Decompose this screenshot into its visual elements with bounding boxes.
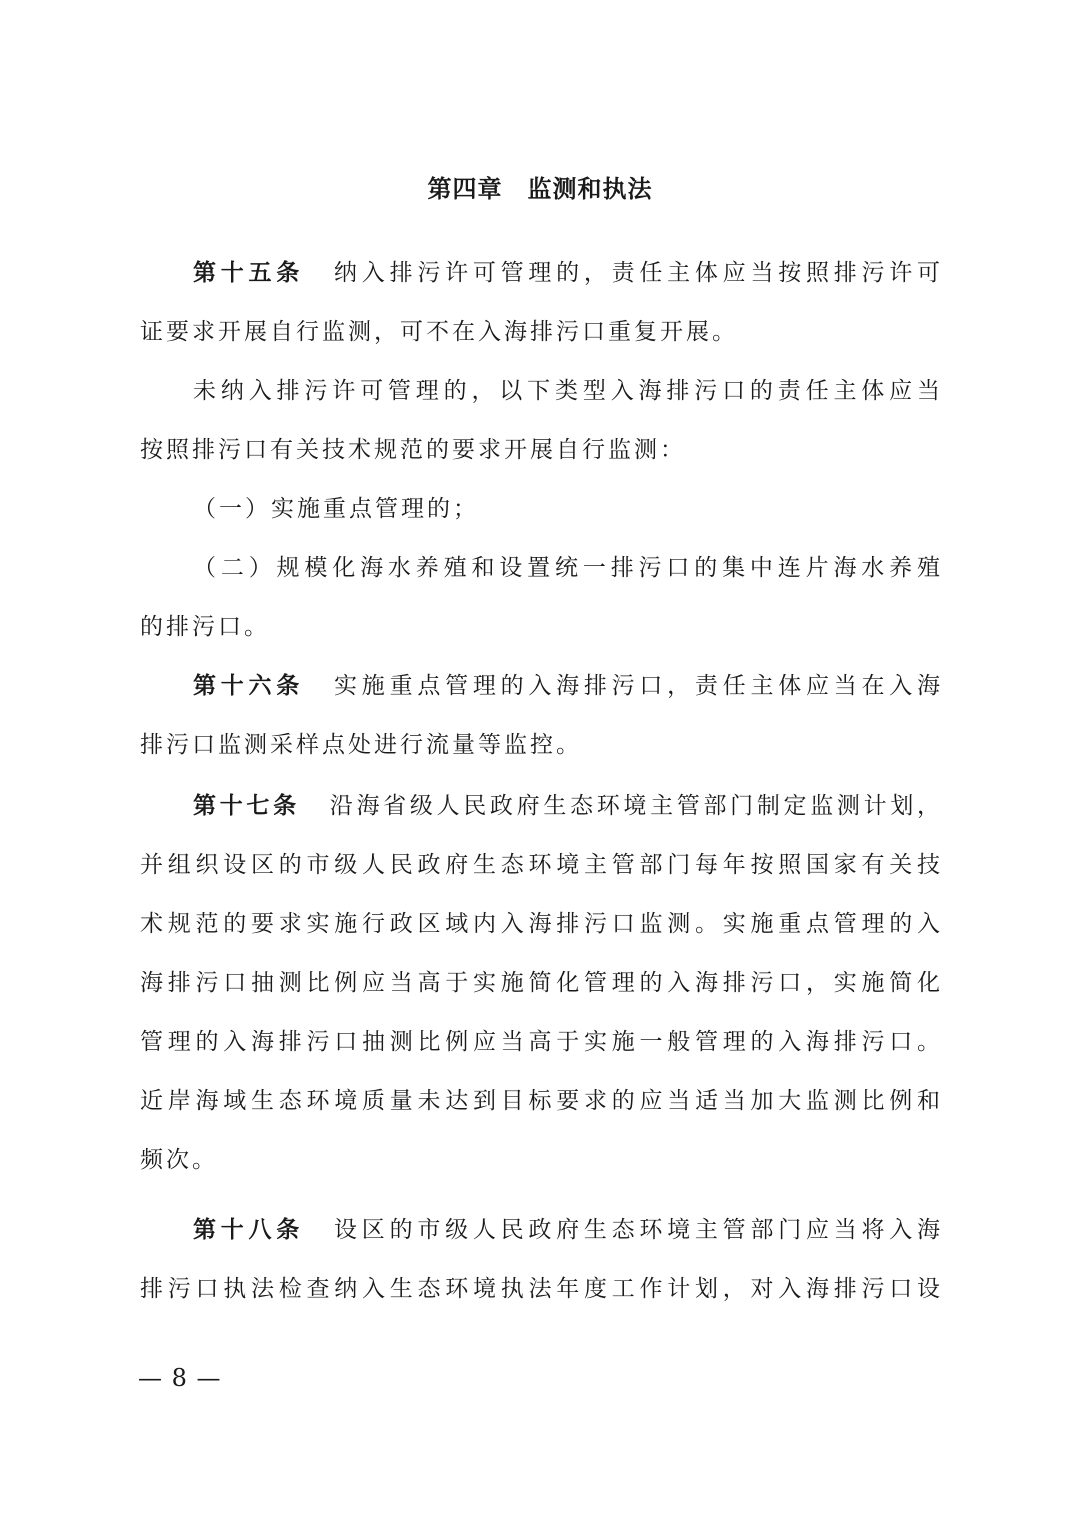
page-number: — 8 — xyxy=(138,1364,222,1392)
article-text: 沿海省级人民政府生态环境主管部门制定监测计划， xyxy=(329,793,941,819)
text-line: 近岸海域生态环境质量未达到目标要求的应当适当加大监测比例和 xyxy=(140,1088,940,1114)
text-line: 证要求开展自行监测，可不在入海排污口重复开展。 xyxy=(140,319,738,345)
article-label: 第十五条 xyxy=(193,260,305,286)
article-text: 纳入排污许可管理的，责任主体应当按照排污许可 xyxy=(334,260,941,286)
text-line: 按照排污口有关技术规范的要求开展自行监测： xyxy=(140,437,686,463)
article-text: 设区的市级人民政府生态环境主管部门应当将入海 xyxy=(334,1217,941,1243)
text-line xyxy=(193,250,940,296)
text-line xyxy=(193,663,940,709)
article-text: 实施重点管理的入海排污口，责任主体应当在入海 xyxy=(334,673,941,699)
article-label: 第十八条 xyxy=(193,1217,305,1243)
list-item: （一）实施重点管理的； xyxy=(193,496,479,522)
article-label: 第十七条 xyxy=(193,793,300,819)
text-line xyxy=(193,783,940,829)
text-line: 排污口监测采样点处进行流量等监控。 xyxy=(140,732,582,758)
chapter-heading: 第四章 监测和执法 xyxy=(427,175,653,203)
text-line: 术规范的要求实施行政区域内入海排污口监测。实施重点管理的入 xyxy=(140,911,940,937)
text-line: 排污口执法检查纳入生态环境执法年度工作计划，对入海排污口设 xyxy=(140,1276,940,1302)
list-item: （二）规模化海水养殖和设置统一排污口的集中连片海水养殖 xyxy=(193,555,940,581)
text-line: 海排污口抽测比例应当高于实施简化管理的入海排污口，实施简化 xyxy=(140,970,940,996)
text-line xyxy=(193,1207,940,1253)
article-label: 第十六条 xyxy=(193,673,305,699)
text-line: 频次。 xyxy=(140,1147,218,1173)
text-line: 的排污口。 xyxy=(140,614,270,640)
text-line: 并组织设区的市级人民政府生态环境主管部门每年按照国家有关技 xyxy=(140,852,940,878)
text-line: 管理的入海排污口抽测比例应当高于实施一般管理的入海排污口。 xyxy=(140,1029,940,1055)
text-line: 未纳入排污许可管理的，以下类型入海排污口的责任主体应当 xyxy=(193,378,940,404)
